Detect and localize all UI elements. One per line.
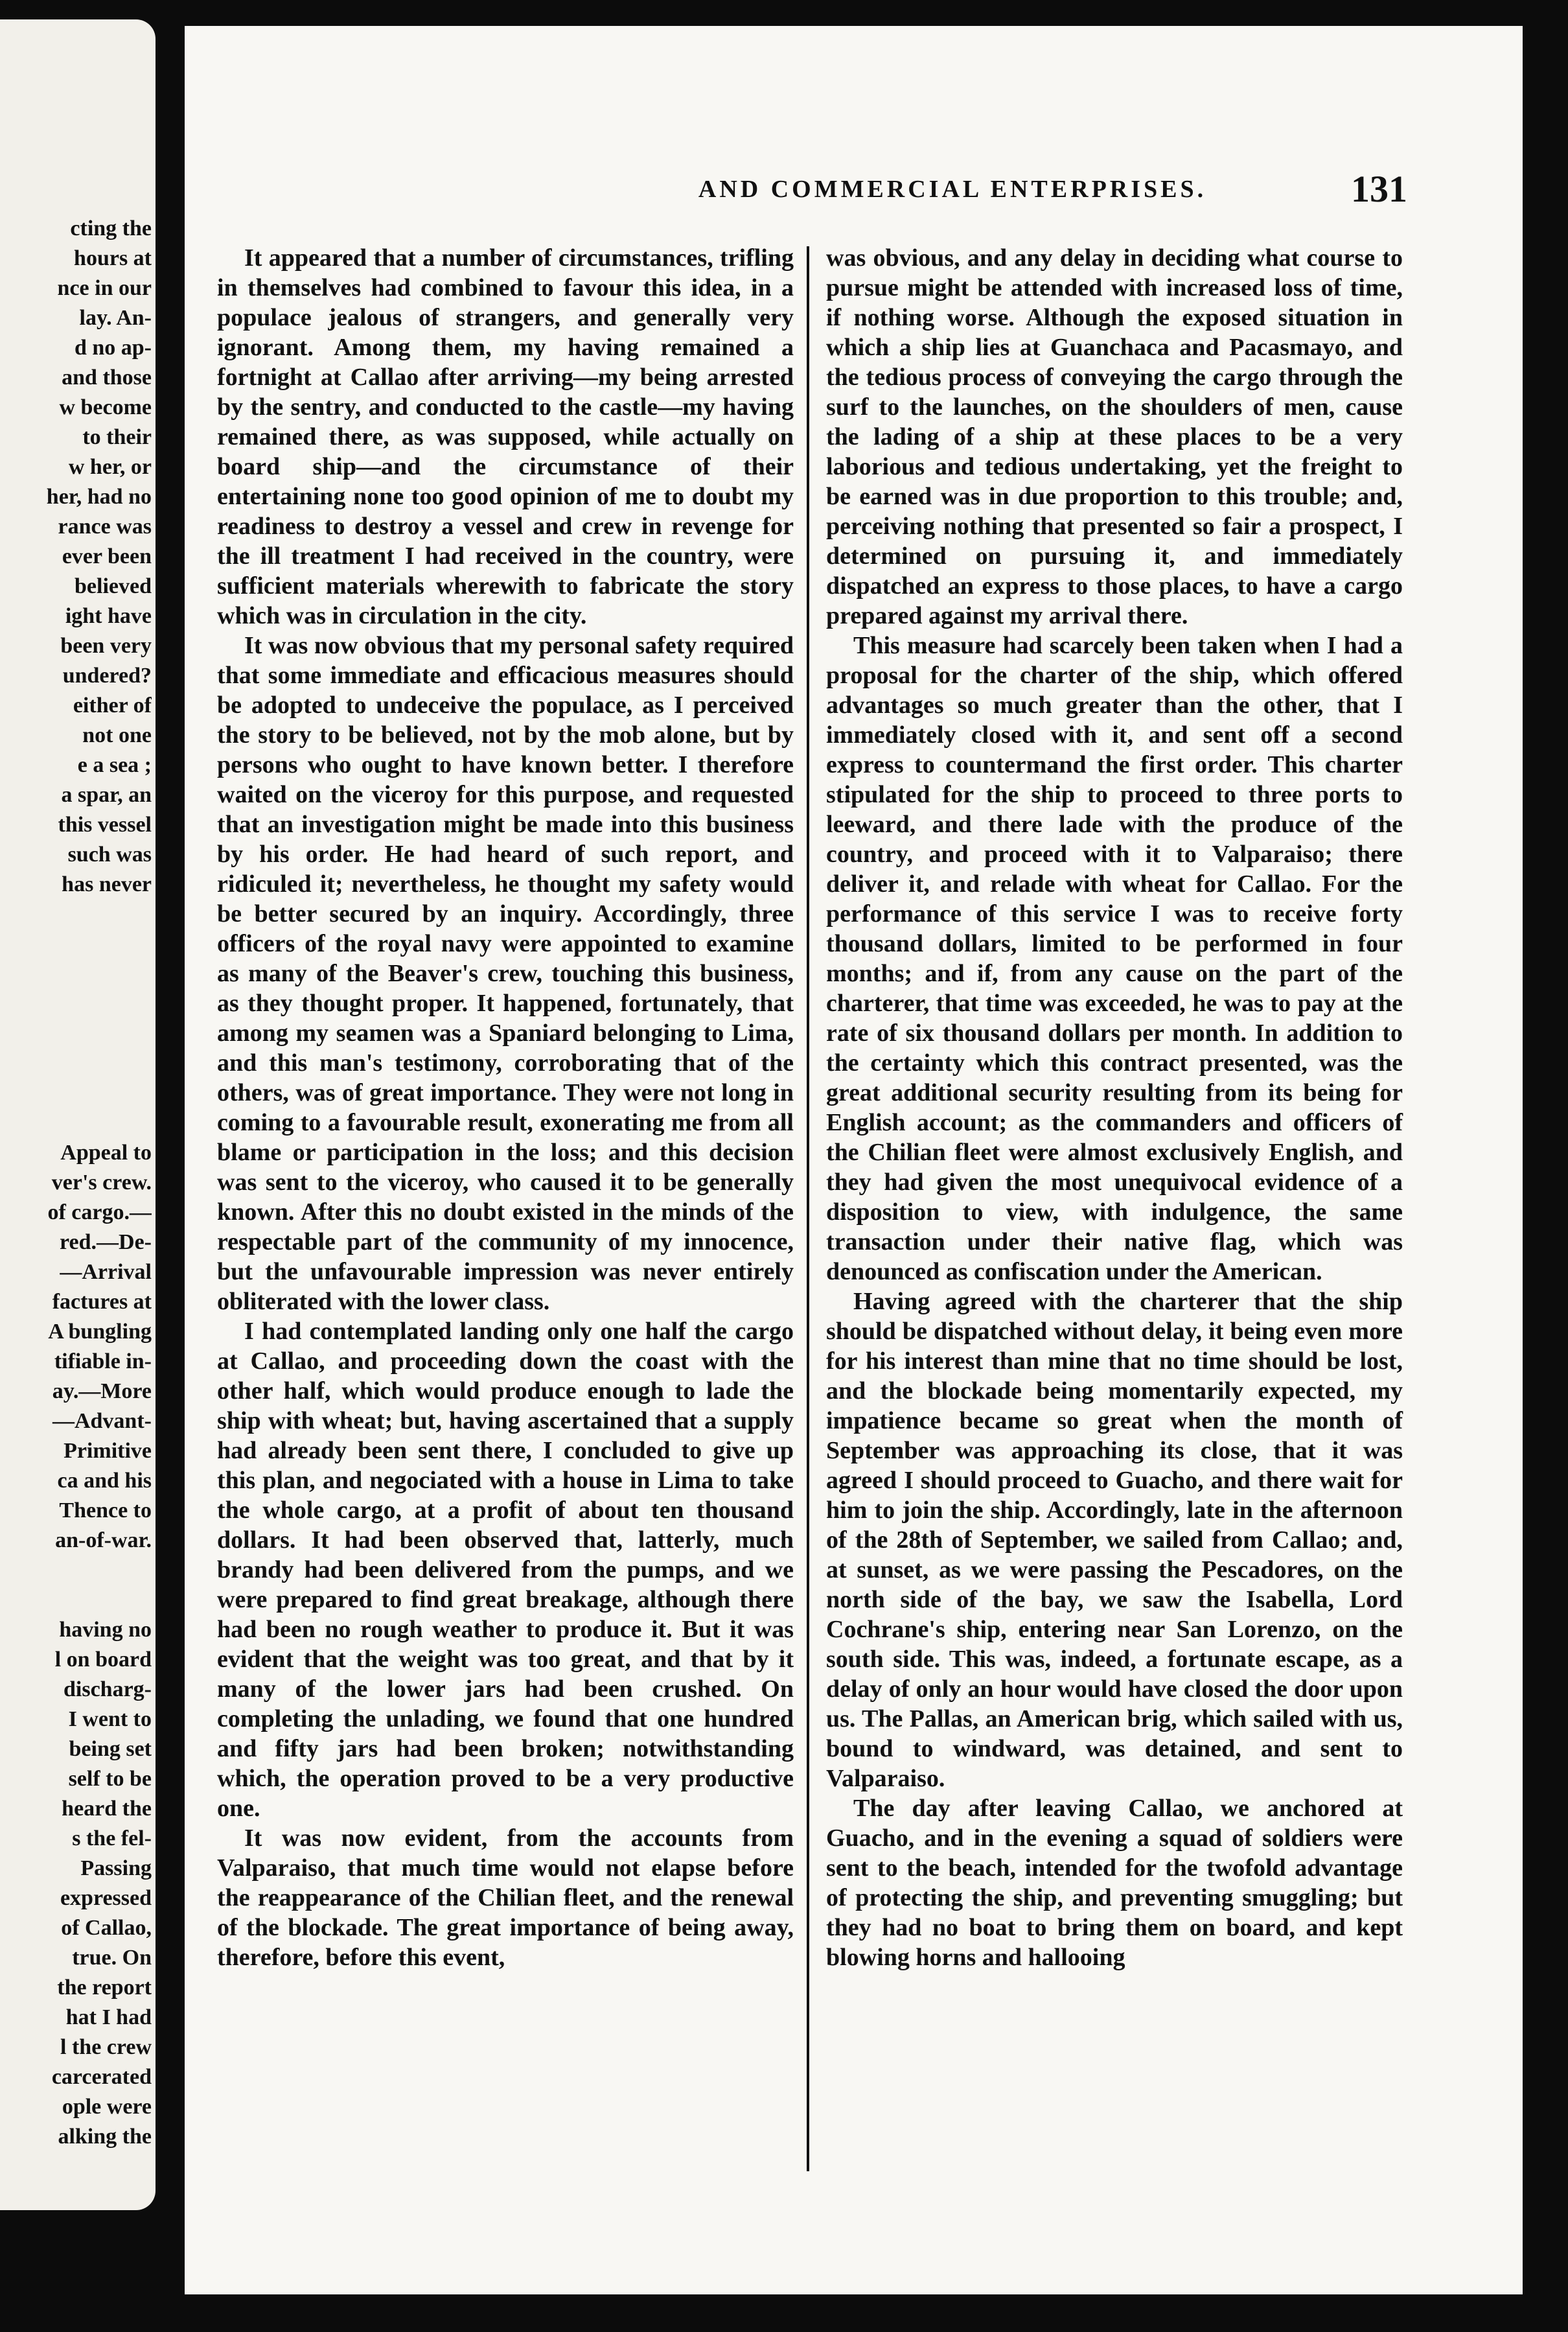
previous-page-line: true. On — [72, 1946, 152, 1970]
previous-page-line: d no ap- — [74, 336, 152, 360]
previous-page-gap — [3, 929, 152, 959]
previous-page-line: nce in our — [57, 276, 152, 300]
previous-page-line: ight have — [65, 604, 152, 628]
right-column — [826, 243, 1403, 1972]
previous-page-line: been very — [60, 634, 152, 658]
previous-page-line: ople were — [62, 2095, 152, 2119]
previous-page-line: to their — [82, 425, 152, 449]
book-page — [185, 26, 1523, 2294]
paragraph: Having agreed with the charterer that the ship should be dispatched without delay, it being even more for his interest than mine that no time should be lost, and the blockade being momentarily expected, my impatience became so great when the month of September was approaching its close, that it was agreed I should proceed to Guacho, and there wait for him to join the ship. Accordingly, late in the afternoon of the 28th of September, we sailed from Callao; and, at sunset, as we were passing the Pescadores, on the north side of the bay, we saw the Isabella, Lord Cochrane's ship, entering near San Lorenzo, on the south side. This was, indeed, a fortunate escape, as a delay of only an hour would have closed the door upon us. The Pallas, an American brig, which sailed with us, bound to windward, was detained, and sent to Valparaiso. — [826, 1288, 1403, 1792]
previous-page-line: Passing — [80, 1856, 152, 1880]
previous-page-line: rance was — [58, 515, 152, 539]
paragraph: The day after leaving Callao, we anchored at Guacho, and in the evening a squad of soldiers were sent to the beach, intended for the twofold advantage of protecting the ship, and preventing smuggling; but they had no boat to bring them on board, and kept blowing horns and hallooing — [826, 1795, 1403, 1971]
paragraph: It appeared that a number of circumstances, trifling in themselves had combined to favour this idea, in a populace jealous of strangers, and generally very ignorant. Among them, my having remained a fortnight at Callao after arriving—my being arrested by the sentry, and conducted to the castle—my having remained there, as was supposed, while actually on board ship—and the circumstance of their entertaining none too good opinion of me to doubt my readiness to destroy a vessel and crew in revenge for the ill treatment I had received in the country, were sufficient materials wherewith to fabricate the story which was in circulation in the city. — [217, 244, 794, 629]
previous-page-line: of Callao, — [61, 1916, 152, 1940]
previous-page-line: alking the — [58, 2125, 152, 2149]
previous-page-gap — [3, 1049, 152, 1079]
previous-page-line: Appeal to — [60, 1141, 152, 1165]
previous-page-text — [3, 214, 152, 2152]
previous-page-line: believed — [75, 574, 152, 598]
previous-page-line: heard the — [62, 1797, 152, 1821]
previous-page-line: s the fel- — [72, 1826, 152, 1850]
previous-page-line: A bungling — [48, 1320, 152, 1344]
previous-page-gap — [3, 1019, 152, 1049]
previous-page-line: being set — [69, 1737, 152, 1761]
paragraph: This measure had scarcely been taken when I had a proposal for the charter of the ship, which offered advantages so much greater than the other, that I immediately closed with it, and sent off a second express to countermand the first order. This charter stipulated for the ship to proceed to three ports to leeward, and there lade with the produce of the country, and proceed with it to Valparaiso; there deliver it, and relade with wheat for Callao. For the performance of this service I was to receive forty thousand dollars, limited to be performed in four months; and if, from any cause on the part of the charterer, that time was exceeded, he was to pay at the rate of six thousand dollars per month. In addition to the certainty which this contract presented, was the great additional security resulting from its being for English account; as the commanders and officers of the Chilian fleet were almost exclusively English, and they had given the most unequivocal evidence of a disposition to view, with indulgence, the same transaction under their native flag, which was denounced as confiscation under the American. — [826, 632, 1403, 1285]
previous-page-line: an-of-war. — [55, 1528, 152, 1552]
previous-page-line: —Arrival — [60, 1260, 152, 1284]
previous-page-line: Primitive — [63, 1439, 152, 1463]
previous-page-line: factures at — [52, 1290, 152, 1314]
previous-page-line: the report — [57, 1976, 152, 2000]
left-column — [217, 243, 794, 1972]
previous-page-gap — [3, 1585, 152, 1615]
previous-page-line: ver's crew. — [51, 1171, 152, 1195]
previous-page-line: e a sea ; — [77, 753, 152, 777]
previous-page-line: ay.—More — [52, 1379, 152, 1403]
previous-page-gap — [3, 1108, 152, 1138]
previous-page-gap — [3, 1556, 152, 1585]
column-rule — [807, 246, 809, 2171]
previous-page-gap — [3, 989, 152, 1019]
paragraph: It was now evident, from the accounts from Valparaiso, that much time would not elapse before the reappearance of the Chilian fleet, and the renewal of the blockade. The great importance of being away, therefore, before this event, — [217, 1825, 794, 1971]
previous-page-line: carcerated — [51, 2065, 152, 2089]
previous-page-line: l the crew — [60, 2035, 152, 2059]
paragraph: It was now obvious that my personal safety required that some immediate and efficacious measures should be adopted to undeceive the populace, as I perceived the story to be believed, not by the mob alone, but by persons who ought to have known better. I therefore waited on the viceroy for this purpose, and requested that an investigation might be made into this business by his order. He had heard of such report, and ridiculed it; nevertheless, he thought my safety would be better secured by an inquiry. Accordingly, three officers of the royal navy were appointed to examine as many of the Beaver's crew, touching this business, as they thought proper. It happened, fortunately, that among my seamen was a Spaniard belonging to Lima, and this man's testimony, corroborating that of the others, was of great importance. They were not long in coming to a favourable result, exonerating me from all blame or participation in the loss; and this decision was sent to the viceroy, who caused it to be generally known. After this no doubt existed in the minds of the respectable part of the community of my innocence, but the unfavourable impression was never entirely obliterated with the lower class. — [217, 632, 794, 1315]
previous-page-line: such was — [67, 843, 152, 867]
previous-page-line: —Advant- — [52, 1409, 152, 1433]
previous-page-line: lay. An- — [79, 306, 152, 330]
previous-page-gap — [3, 1079, 152, 1108]
previous-page-line: having no — [59, 1618, 152, 1642]
previous-page-line: has never — [62, 872, 152, 896]
previous-page-line: either of — [73, 694, 152, 717]
page-number: 131 — [1351, 168, 1407, 210]
running-title: AND COMMERCIAL ENTERPRISES. — [698, 176, 1207, 203]
previous-page-line: red.—De- — [60, 1230, 152, 1254]
previous-page-line: w become — [59, 395, 152, 419]
previous-page-line: self to be — [68, 1767, 152, 1791]
previous-page-line: Thence to — [59, 1498, 152, 1522]
previous-page-line: this vessel — [58, 813, 152, 837]
previous-page-line: ever been — [62, 544, 152, 568]
previous-page-line: cting the — [70, 216, 152, 240]
previous-page-line: a spar, an — [61, 783, 152, 807]
previous-page-line: hat I had — [65, 2005, 152, 2029]
paragraph-continued: was obvious, and any delay in deciding what course to pursue might be attended with increased loss of time, if nothing worse. Although the exposed situation in which a ship lies at Guanchaca and Pacasmayo, and the tedious process of conveying the cargo through the surf to the launches, on the shoulders of men, cause the lading of a ship at these places to be a very laborious and tedious undertaking, yet the freight to be earned was in due proportion to this trouble; and, perceiving nothing that presented so fair a prospect, I determined on pursuing it, and immediately dispatched an express to those places, to have a cargo prepared against my arrival there. — [826, 244, 1403, 629]
previous-page-gap — [3, 959, 152, 989]
previous-page-line: not one — [82, 723, 152, 747]
previous-page-line: ca and his — [57, 1469, 152, 1493]
previous-page-line: hours at — [74, 246, 152, 270]
previous-page-line: l on board — [54, 1648, 152, 1672]
previous-page-line: tifiable in- — [54, 1349, 152, 1373]
previous-page-line: expressed — [60, 1886, 152, 1910]
previous-page-fragment — [0, 19, 156, 2210]
previous-page-line: I went to — [68, 1707, 152, 1731]
previous-page-line: of cargo.— — [47, 1200, 152, 1224]
previous-page-line: her, had no — [46, 485, 152, 509]
previous-page-line: undered? — [62, 664, 152, 688]
previous-page-line: w her, or — [68, 455, 152, 479]
previous-page-gap — [3, 900, 152, 929]
previous-page-line: discharg- — [63, 1677, 152, 1701]
paragraph: I had contemplated landing only one half the cargo at Callao, and proceeding down the coast with the other half, which would produce enough to lade the ship with wheat; but, having ascertained that a supply had already been sent there, I concluded to give up this plan, and negociated with a house in Lima to take the whole cargo, at a profit of about ten thousand dollars. It had been observed that, latterly, much brandy had been delivered from the pumps, and we were prepared to find great breakage, although there had been no rough weather to produce it. But it was evident that the weight was too great, and that by it many of the lower jars had been crushed. On completing the unlading, we found that one hundred and fifty jars had been broken; notwithstanding which, the operation proved to be a very productive one. — [217, 1318, 794, 1822]
previous-page-line: and those — [62, 366, 152, 390]
